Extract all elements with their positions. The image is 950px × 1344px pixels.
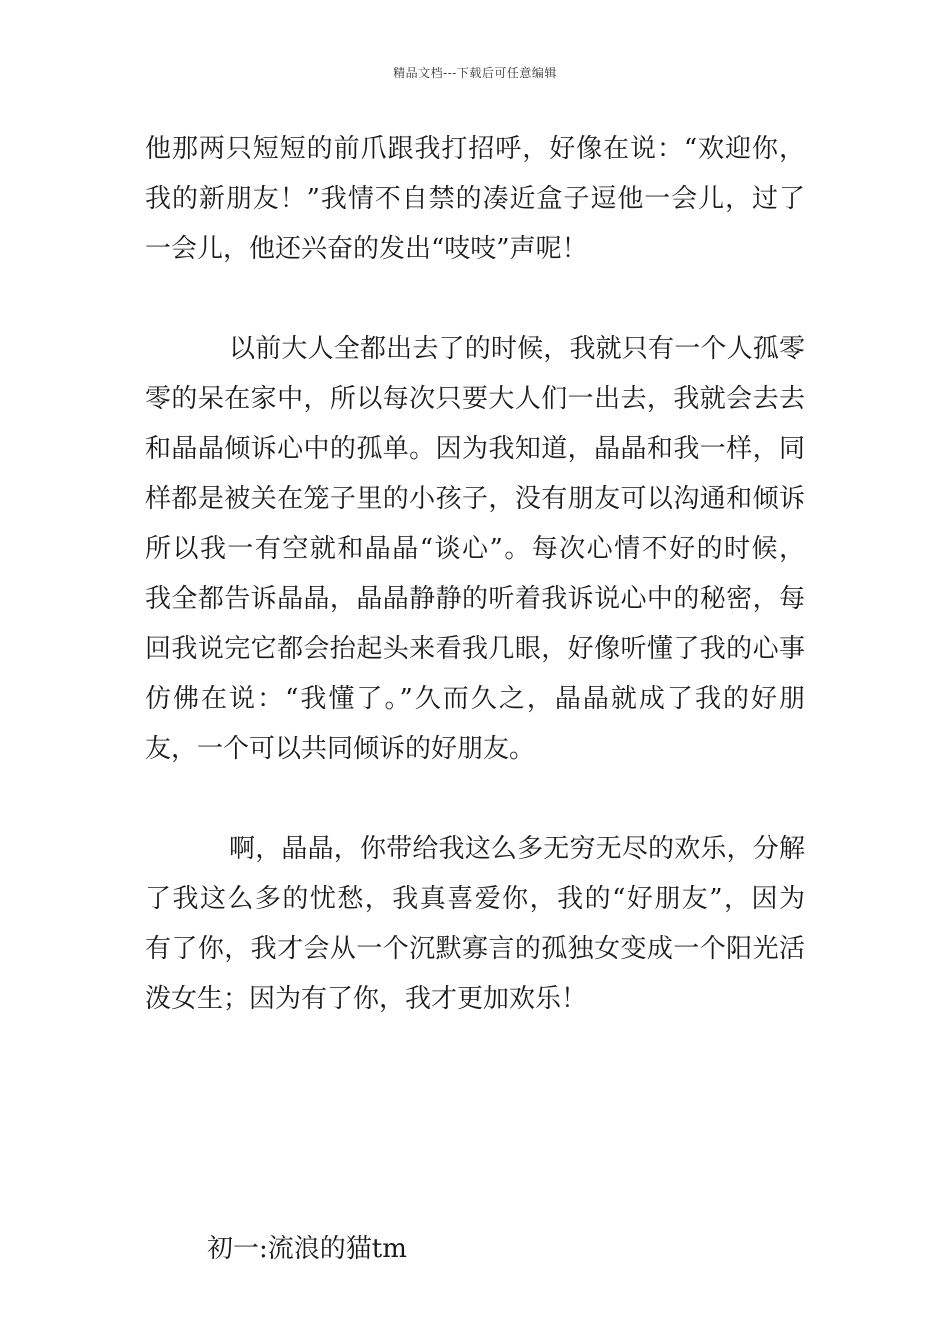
section-gap [145, 1024, 805, 1224]
paragraph-3 [145, 824, 805, 1024]
paragraph-1 [145, 124, 805, 274]
paragraph-gap [145, 774, 805, 824]
text-line: 了我这么多的忧愁，我真喜爱你，我的“好朋友”，因为 [145, 884, 805, 914]
text-line: 仿佛在说：“我懂了。”久而久之，晶晶就成了我的好朋 [145, 684, 805, 714]
paragraph-gap [145, 274, 805, 324]
text-line: 我的新朋友！”我情不自禁的凑近盒子逗他一会儿，过了 [145, 184, 805, 214]
text-line: 以前大人全都出去了的时候，我就只有一个人孤零 [229, 334, 805, 364]
text-line: 啊，晶晶，你带给我这么多无穷无尽的欢乐，分解 [229, 834, 805, 864]
text-line: 和晶晶倾诉心中的孤单。因为我知道，晶晶和我一样，同 [145, 434, 805, 464]
text-line: 友，一个可以共同倾诉的好朋友。 [145, 734, 536, 764]
text-line: 有了你，我才会从一个沉默寡言的孤独女变成一个阳光活 [145, 934, 805, 964]
text-line: 所以我一有空就和晶晶“谈心”。每次心情不好的时候， [145, 534, 805, 564]
page-header: 精品文档---下载后可任意编辑 [393, 66, 557, 80]
text-line: 一会儿，他还兴奋的发出“吱吱”声呢！ [145, 234, 588, 264]
document-body [145, 124, 805, 1274]
text-line: 零的呆在家中，所以每次只要大人们一出去，我就会去去 [145, 384, 805, 414]
text-line: 我全都告诉晶晶，晶晶静静的听着我诉说心中的秘密，每 [145, 584, 805, 614]
text-line: 他那两只短短的前爪跟我打招呼，好像在说：“欢迎你， [145, 134, 805, 164]
paragraph-2 [145, 324, 805, 774]
text-line: 样都是被关在笼子里的小孩子，没有朋友可以沟通和倾诉 [145, 484, 805, 514]
text-line: 泼女生；因为有了你，我才更加欢乐！ [145, 984, 588, 1014]
text-line: 回我说完它都会抬起头来看我几眼，好像听懂了我的心事 [145, 634, 805, 664]
section-subtitle: 初一:流浪的猫tm [207, 1234, 407, 1264]
